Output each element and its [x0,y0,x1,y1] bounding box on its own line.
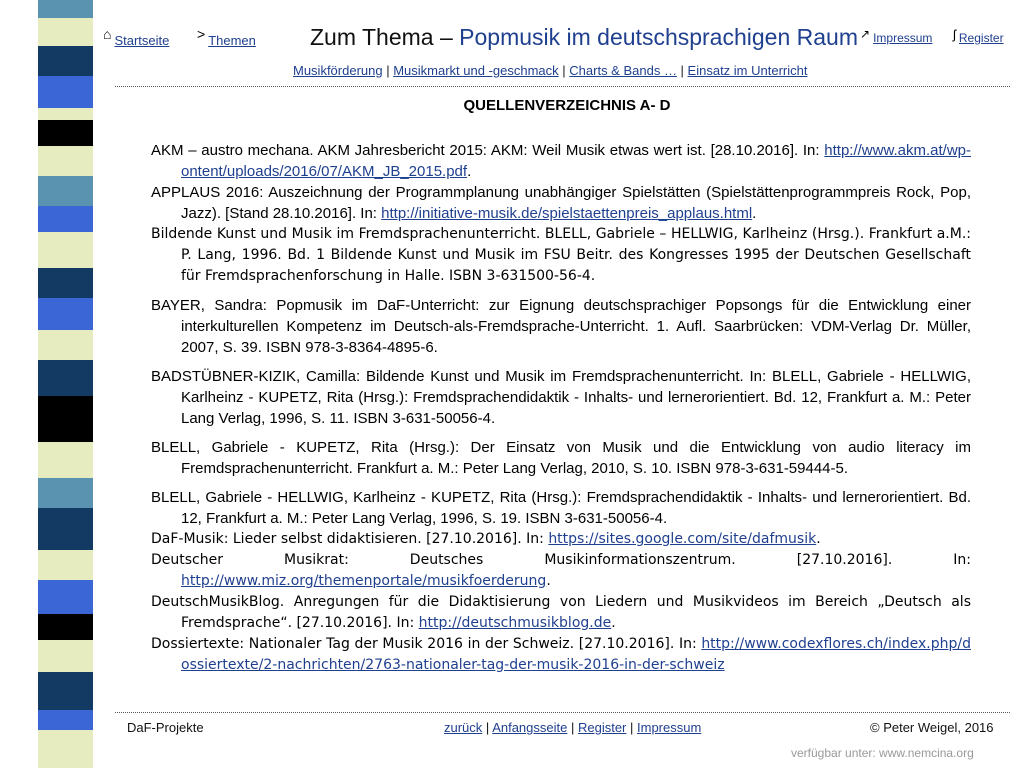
nav-topics-link[interactable]: Themen [208,33,256,48]
sub-navigation [293,63,807,78]
stripe-block [38,730,93,768]
stripe-block [38,46,93,76]
stripe-block [38,298,93,330]
stripe-block [38,0,93,18]
nav-register-link[interactable]: Register [958,31,1004,45]
reference-text: BLELL, Gabriele - HELLWIG, Karlheinz - KUPETZ, Rita (Hrsg.): Fremdsprachendidaktik - Inhalts- und lernerorientiert. Bd. 12, Frankfurt a. M.: Peter Lang Verlag, 1996, S. 19. ISBN 3-631-50056-4. [151,489,971,527]
reference-list [151,140,971,676]
reference-item [151,529,971,550]
reference-item [151,487,971,529]
reference-tail: . [546,573,551,589]
nav-imprint[interactable] [860,29,932,45]
stripe-edge [0,0,38,768]
reference-tail: . [752,205,757,222]
stripe-block [38,478,93,508]
reference-text: BLELL, Gabriele - KUPETZ, Rita (Hrsg.): Der Einsatz von Musik und die Entwicklung von audio literacy im Fremdsprachenunterricht. Frankfurt a. M.: Peter Lang Verlag, 2010, S. 10. ISBN 978-3-631-59444-5. [151,439,971,477]
stripe-block [38,360,93,396]
footer-register-link[interactable]: Register [577,720,627,735]
reference-text: AKM – austro mechana. AKM Jahresbericht 2015: AKM: Weil Musik etwas wert ist. [28.10.2016]. In: [151,142,825,159]
header-divider [115,86,1010,87]
reference-tail: . [467,163,472,180]
footer-left: DaF-Projekte [127,720,204,735]
footer-copyright: © Peter Weigel, 2016 [870,720,994,735]
arrow-icon: ↗ [860,27,871,41]
reference-item [151,224,971,287]
reference-text: BAYER, Sandra: Popmusik im DaF-Unterricht: zur Eignung deutschsprachiger Popsongs für die Entwicklung einer interkulturellen Kompetenz im Deutsch-als-Fremdsprache-Unterricht. 1. Aufl. Saarbrücken: VDM-Verlag Dr. Müller, 2007, S. 39. ISBN 978-3-8364-4895-6. [151,297,971,356]
chevron-right-icon: > [197,26,206,42]
reference-link[interactable]: http://www.miz.org/themenportale/musikfoerderung [181,573,547,589]
subnav-separator: | [382,63,394,78]
curve-icon: ʃ [953,27,956,42]
footer-back-link[interactable]: zurück [444,720,483,735]
stripe-block [38,710,93,730]
stripe-blocks [38,0,93,768]
stripe-block [38,640,93,672]
stripe-block [38,614,93,640]
reference-link[interactable]: https://sites.google.com/site/dafmusik [548,531,817,547]
nav-start-link[interactable]: Startseite [114,33,170,48]
reference-tail: . [816,531,821,547]
subnav-musikfoerderung[interactable]: Musikförderung [293,63,383,78]
footer-nav [444,720,701,735]
title-prefix: Zum Thema – [310,24,460,50]
stripe-block [38,330,93,360]
stripe-block [38,120,93,146]
home-icon: ⌂ [103,26,112,42]
reference-text: DeutschMusikBlog. Anregungen für die Didaktisierung von Liedern und Musikvideos im Bereich „Deutsch als Fremdsprache“. [27.10.2016]. In: [151,594,971,631]
stripe-gutter [98,0,115,768]
reference-link[interactable]: http://www.codexflores.ch/index.php/dossiertexte/2-nachrichten/2763-nationaler-tag-der-musik-2016-in-der-schweiz [181,636,971,673]
footer-divider [115,712,1010,713]
nav-start[interactable] [103,26,170,48]
reference-item [151,634,971,676]
reference-item [151,295,971,358]
stripe-block [38,396,93,442]
stripe-block [38,672,93,710]
stripe-block [38,508,93,550]
footer-home-link[interactable]: Anfangsseite [492,720,568,735]
reference-item [151,182,971,224]
stripe-block [38,442,93,478]
subnav-separator: | [676,63,688,78]
footer-separator: | [626,720,637,735]
reference-text: Deutscher Musikrat: Deutsches Musikinformationszentrum. [27.10.2016]. In: [151,552,971,568]
stripe-block [38,268,93,298]
section-heading: QUELLENVERZEICHNIS A- D [463,97,671,114]
nav-imprint-link[interactable]: Impressum [873,31,933,45]
nav-register[interactable] [953,29,1004,45]
availability-note: verfügbar unter: www.nemcina.org [791,746,974,760]
reference-link[interactable]: http://deutschmusikblog.de [418,615,612,631]
reference-text: Dossiertexte: Nationaler Tag der Musik 2016 in der Schweiz. [27.10.2016]. In: [151,636,702,652]
stripe-block [38,232,93,268]
footer-imprint-link[interactable]: Impressum [637,720,702,735]
footer-separator: | [482,720,493,735]
nav-topics[interactable] [197,26,256,48]
stripe-block [38,580,93,614]
stripe-block [38,206,93,232]
reference-tail: . [611,615,616,631]
reference-text: APPLAUS 2016: Auszeichnung der Programmplanung unabhängiger Spielstätten (Spielstättenprogrammpreis Rock, Pop, Jazz). [Stand 28.10.2016]. In: [151,184,971,222]
page-title [310,24,858,51]
reference-link[interactable]: http://initiative-musik.de/spielstaettenpreis_applaus.html [381,205,753,222]
footer-separator: | [567,720,578,735]
decorative-stripe [0,0,115,768]
subnav-separator: | [558,63,570,78]
stripe-block [38,18,93,46]
reference-item [151,550,971,592]
reference-text: Bildende Kunst und Musik im Fremdsprachenunterricht. BLELL, Gabriele – HELLWIG, Karlheinz (Hrsg.). Frankfurt a.M.: P. Lang, 1996. Bd. 1 Bildende Kunst und Musik im FSU Beitr. des Kongresses 1995 der Deutschen Gesellschaft für Fremdsprachenforschung in Halle. ISBN 3-631500-56-4. [151,226,971,284]
stripe-block [38,550,93,580]
reference-item [151,592,971,634]
reference-item [151,437,971,479]
title-topic: Popmusik im deutschsprachigen Raum [459,24,858,50]
stripe-block [38,176,93,206]
reference-item [151,366,971,429]
reference-text: DaF-Musik: Lieder selbst didaktisieren. [27.10.2016]. In: [151,531,549,547]
reference-text: BADSTÜBNER-KIZIK, Camilla: Bildende Kunst und Musik im Fremdsprachenunterricht. In: BLELL, Gabriele - HELLWIG, Karlheinz - KUPETZ, Rita (Hrsg.): Fremdsprachendidaktik - Inhalts- und lernerorientiert. Bd. 12, Frankfurt a. M.: Peter Lang Verlag, 1996, S. 11. ISBN 3-631-50056-4. [151,368,971,427]
subnav-charts[interactable]: Charts & Bands … [569,63,677,78]
reference-item [151,140,971,182]
subnav-musikmarkt[interactable]: Musikmarkt und -geschmack [393,63,559,78]
stripe-block [38,146,93,176]
reference-link[interactable]: http://www.akm.at/wp-ontent/uploads/2016/07/AKM_JB_2015.pdf [181,142,971,180]
subnav-unterricht[interactable]: Einsatz im Unterricht [687,63,808,78]
